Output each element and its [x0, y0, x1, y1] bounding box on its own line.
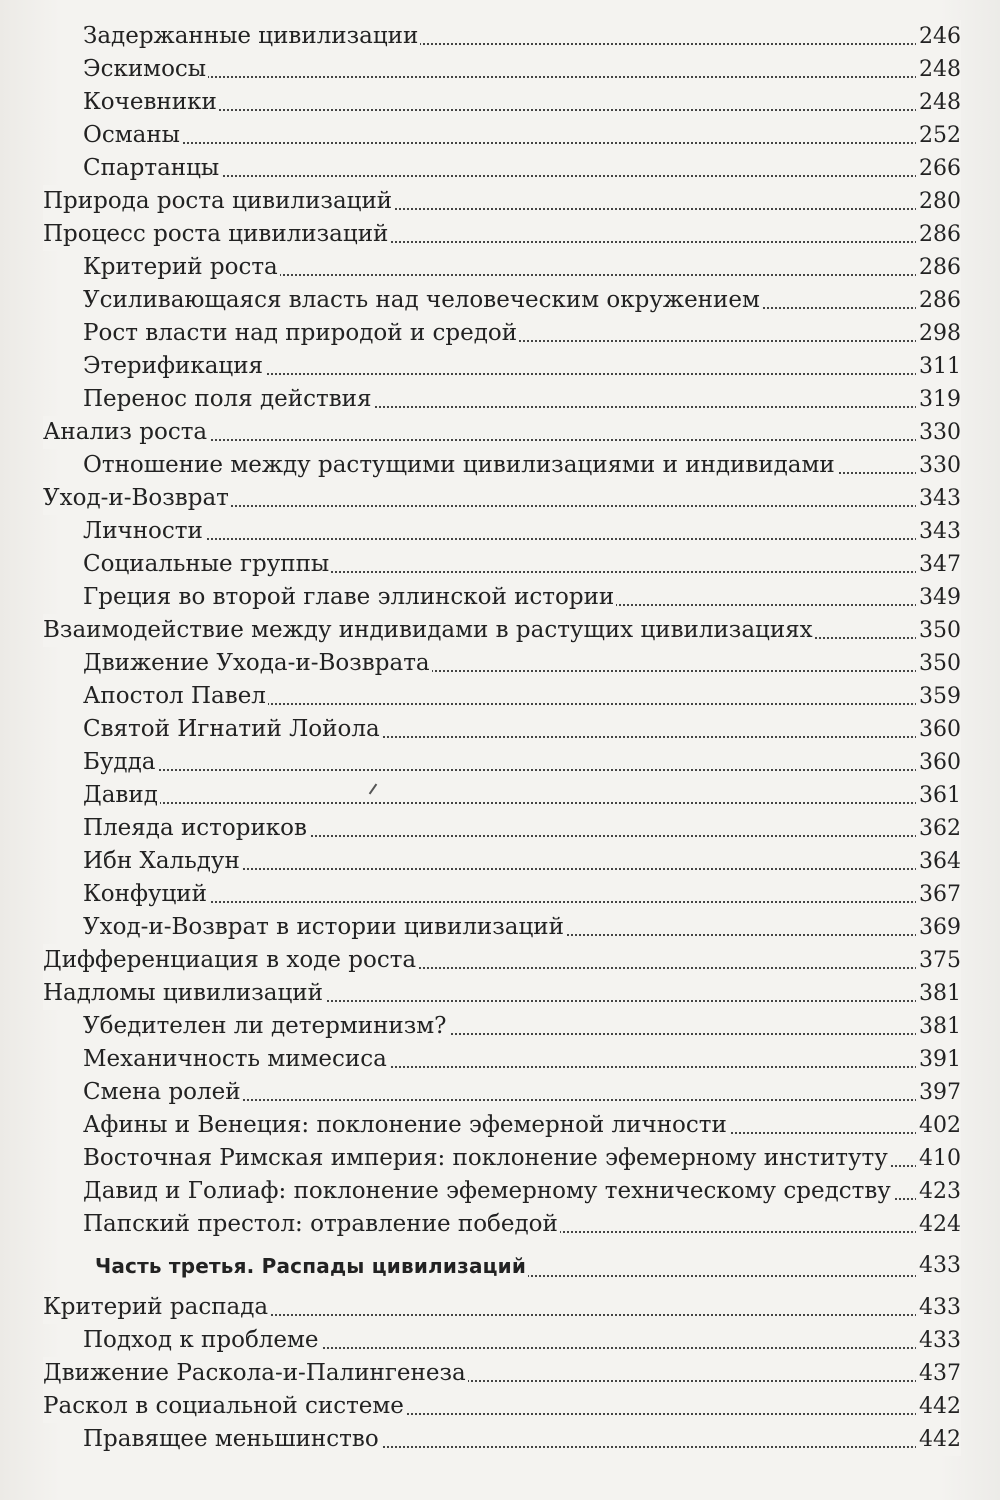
toc-entry-title: Восточная Римская империя: поклонение эфемерному институту: [83, 1142, 890, 1175]
toc-page-number: 286: [916, 284, 961, 317]
toc-page-number: 433: [916, 1241, 961, 1291]
toc-entry-title: Социальные группы: [83, 548, 331, 581]
toc-entry: [43, 383, 961, 416]
dot-leader: [83, 76, 961, 78]
toc-page-number: 350: [916, 647, 961, 680]
toc-entry: [43, 614, 961, 647]
toc-page-number: 266: [916, 152, 961, 185]
toc-entry: [43, 1010, 961, 1043]
toc-entry-title: Папский престол: отравление победой: [83, 1208, 560, 1241]
dot-leader: [83, 142, 961, 144]
toc-entry: [43, 86, 961, 119]
toc-part-heading: [43, 1241, 961, 1291]
toc-page-number: 362: [916, 812, 961, 845]
toc-page-number: 442: [916, 1390, 961, 1423]
toc-page-number: 375: [916, 944, 961, 977]
toc-page-number: 381: [916, 977, 961, 1010]
toc-entry-title: Задержанные цивилизации: [83, 20, 420, 53]
toc-entry-title: Уход-и-Возврат: [43, 482, 231, 515]
table-of-contents: [43, 20, 961, 1456]
dot-leader: [83, 901, 961, 903]
toc-entry-title: Дифференциация в ходе роста: [43, 944, 418, 977]
toc-entry-title: Спартанцы: [83, 152, 221, 185]
toc-page-number: 298: [916, 317, 961, 350]
toc-entry: [43, 911, 961, 944]
toc-entry: [43, 1390, 961, 1423]
toc-page-number: 319: [916, 383, 961, 416]
toc-entry-title: Уход-и-Возврат в истории цивилизаций: [83, 911, 566, 944]
toc-entry: [43, 746, 961, 779]
toc-entry: [43, 119, 961, 152]
toc-entry-title: Подход к проблеме: [83, 1324, 321, 1357]
toc-page-number: 361: [916, 779, 961, 812]
toc-page-number: 280: [916, 185, 961, 218]
toc-page-number: 360: [916, 746, 961, 779]
toc-entry: [43, 218, 961, 251]
toc-entry: [43, 482, 961, 515]
toc-entry-title: Конфуций: [83, 878, 209, 911]
toc-entry-title: Эскимосы: [83, 53, 208, 86]
toc-entry: [43, 53, 961, 86]
toc-page-number: 343: [916, 482, 961, 515]
toc-entry-title: Давид: [83, 779, 160, 812]
toc-entry-title: Плеяда историков: [83, 812, 309, 845]
toc-entry: [43, 647, 961, 680]
toc-entry-title: Этерификация: [83, 350, 265, 383]
toc-entry: [43, 1324, 961, 1357]
toc-entry: [43, 944, 961, 977]
toc-page-number: 423: [916, 1175, 961, 1208]
toc-page-number: 364: [916, 845, 961, 878]
toc-entry-title: Греция во второй главе эллинской истории: [83, 581, 616, 614]
toc-page-number: 391: [916, 1043, 961, 1076]
toc-page-number: 248: [916, 86, 961, 119]
toc-entry: [43, 515, 961, 548]
toc-entry: [43, 1357, 961, 1390]
toc-entry-title: Движение Раскола-и-Палингенеза: [43, 1357, 468, 1390]
toc-entry-title: Ибн Хальдун: [83, 845, 242, 878]
toc-entry-title: Механичность мимесиса: [83, 1043, 389, 1076]
toc-entry: [43, 1076, 961, 1109]
toc-entry: [43, 878, 961, 911]
toc-page-number: 286: [916, 218, 961, 251]
toc-entry: [43, 1043, 961, 1076]
toc-entry-title: Взаимодействие между индивидами в растущих цивилизациях: [43, 614, 815, 647]
toc-entry-title: Смена ролей: [83, 1076, 243, 1109]
toc-page-number: 437: [916, 1357, 961, 1390]
toc-entry: [43, 680, 961, 713]
toc-entry-title: Движение Ухода-и-Возврата: [83, 647, 432, 680]
toc-page-number: 343: [916, 515, 961, 548]
toc-page-number: 252: [916, 119, 961, 152]
toc-entry-title: Убедителен ли детерминизм?: [83, 1010, 449, 1043]
toc-page-number: 442: [916, 1423, 961, 1456]
toc-entry-title: Критерий распада: [43, 1291, 270, 1324]
toc-page-number: 410: [916, 1142, 961, 1175]
toc-entry-title: Раскол в социальной системе: [43, 1390, 406, 1423]
toc-entry: [43, 284, 961, 317]
toc-page-number: 397: [916, 1076, 961, 1109]
toc-page-number: 367: [916, 878, 961, 911]
toc-entry-title: Кочевники: [83, 86, 219, 119]
toc-page-number: 330: [916, 449, 961, 482]
toc-entry-title: Рост власти над природой и средой: [83, 317, 519, 350]
toc-entry: [43, 251, 961, 284]
dot-leader: [83, 769, 961, 771]
toc-entry: [43, 1291, 961, 1324]
toc-entry-title: Правящее меньшинство: [83, 1423, 381, 1456]
toc-entry: [43, 20, 961, 53]
toc-entry-title: Природа роста цивилизаций: [43, 185, 394, 218]
toc-entry-title: Апостол Павел: [83, 680, 268, 713]
toc-entry-title: Критерий роста: [83, 251, 280, 284]
dot-leader: [83, 802, 961, 804]
toc-page-number: 424: [916, 1208, 961, 1241]
toc-page-number: 248: [916, 53, 961, 86]
toc-page-number: 347: [916, 548, 961, 581]
toc-page-number: 350: [916, 614, 961, 647]
toc-entry: [43, 449, 961, 482]
toc-entry: [43, 416, 961, 449]
toc-entry: [43, 713, 961, 746]
toc-page-number: 369: [916, 911, 961, 944]
toc-page-number: 286: [916, 251, 961, 284]
toc-entry-title: Афины и Венеция: поклонение эфемерной личности: [83, 1109, 729, 1142]
toc-entry: [43, 152, 961, 185]
toc-entry: [43, 1142, 961, 1175]
toc-entry-title: Надломы цивилизаций: [43, 977, 325, 1010]
toc-page-number: 359: [916, 680, 961, 713]
toc-entry: [43, 977, 961, 1010]
toc-entry: [43, 1109, 961, 1142]
toc-entry: [43, 317, 961, 350]
toc-entry-title: Личности: [83, 515, 205, 548]
toc-entry: [43, 185, 961, 218]
toc-page-number: 433: [916, 1324, 961, 1357]
toc-entry: [43, 812, 961, 845]
toc-entry: [43, 779, 961, 812]
toc-entry-title: Давид и Голиаф: поклонение эфемерному техническому средству: [83, 1175, 893, 1208]
toc-entry: [43, 1423, 961, 1456]
toc-page-number: 246: [916, 20, 961, 53]
toc-entry: [43, 845, 961, 878]
toc-entry: [43, 548, 961, 581]
toc-entry-title: Будда: [83, 746, 157, 779]
toc-entry-title: Святой Игнатий Лойола: [83, 713, 382, 746]
toc-entry-title: Часть третья. Распады цивилизаций: [95, 1241, 528, 1291]
toc-page-number: 360: [916, 713, 961, 746]
toc-page-number: 381: [916, 1010, 961, 1043]
toc-entry: [43, 350, 961, 383]
toc-entry-title: Отношение между растущими цивилизациями и индивидами: [83, 449, 837, 482]
toc-entry: [43, 1208, 961, 1241]
dot-leader: [83, 538, 961, 540]
toc-page-number: 402: [916, 1109, 961, 1142]
toc-page-number: 311: [916, 350, 961, 383]
toc-entry: [43, 581, 961, 614]
toc-entry-title: Османы: [83, 119, 182, 152]
toc-page-number: 433: [916, 1291, 961, 1324]
toc-entry-title: Анализ роста: [43, 416, 209, 449]
toc-entry-title: Усиливающаяся власть над человеческим окружением: [83, 284, 762, 317]
toc-page-number: 349: [916, 581, 961, 614]
toc-entry-title: Перенос поля действия: [83, 383, 373, 416]
toc-entry: [43, 1175, 961, 1208]
toc-page-number: 330: [916, 416, 961, 449]
toc-entry-title: Процесс роста цивилизаций: [43, 218, 390, 251]
